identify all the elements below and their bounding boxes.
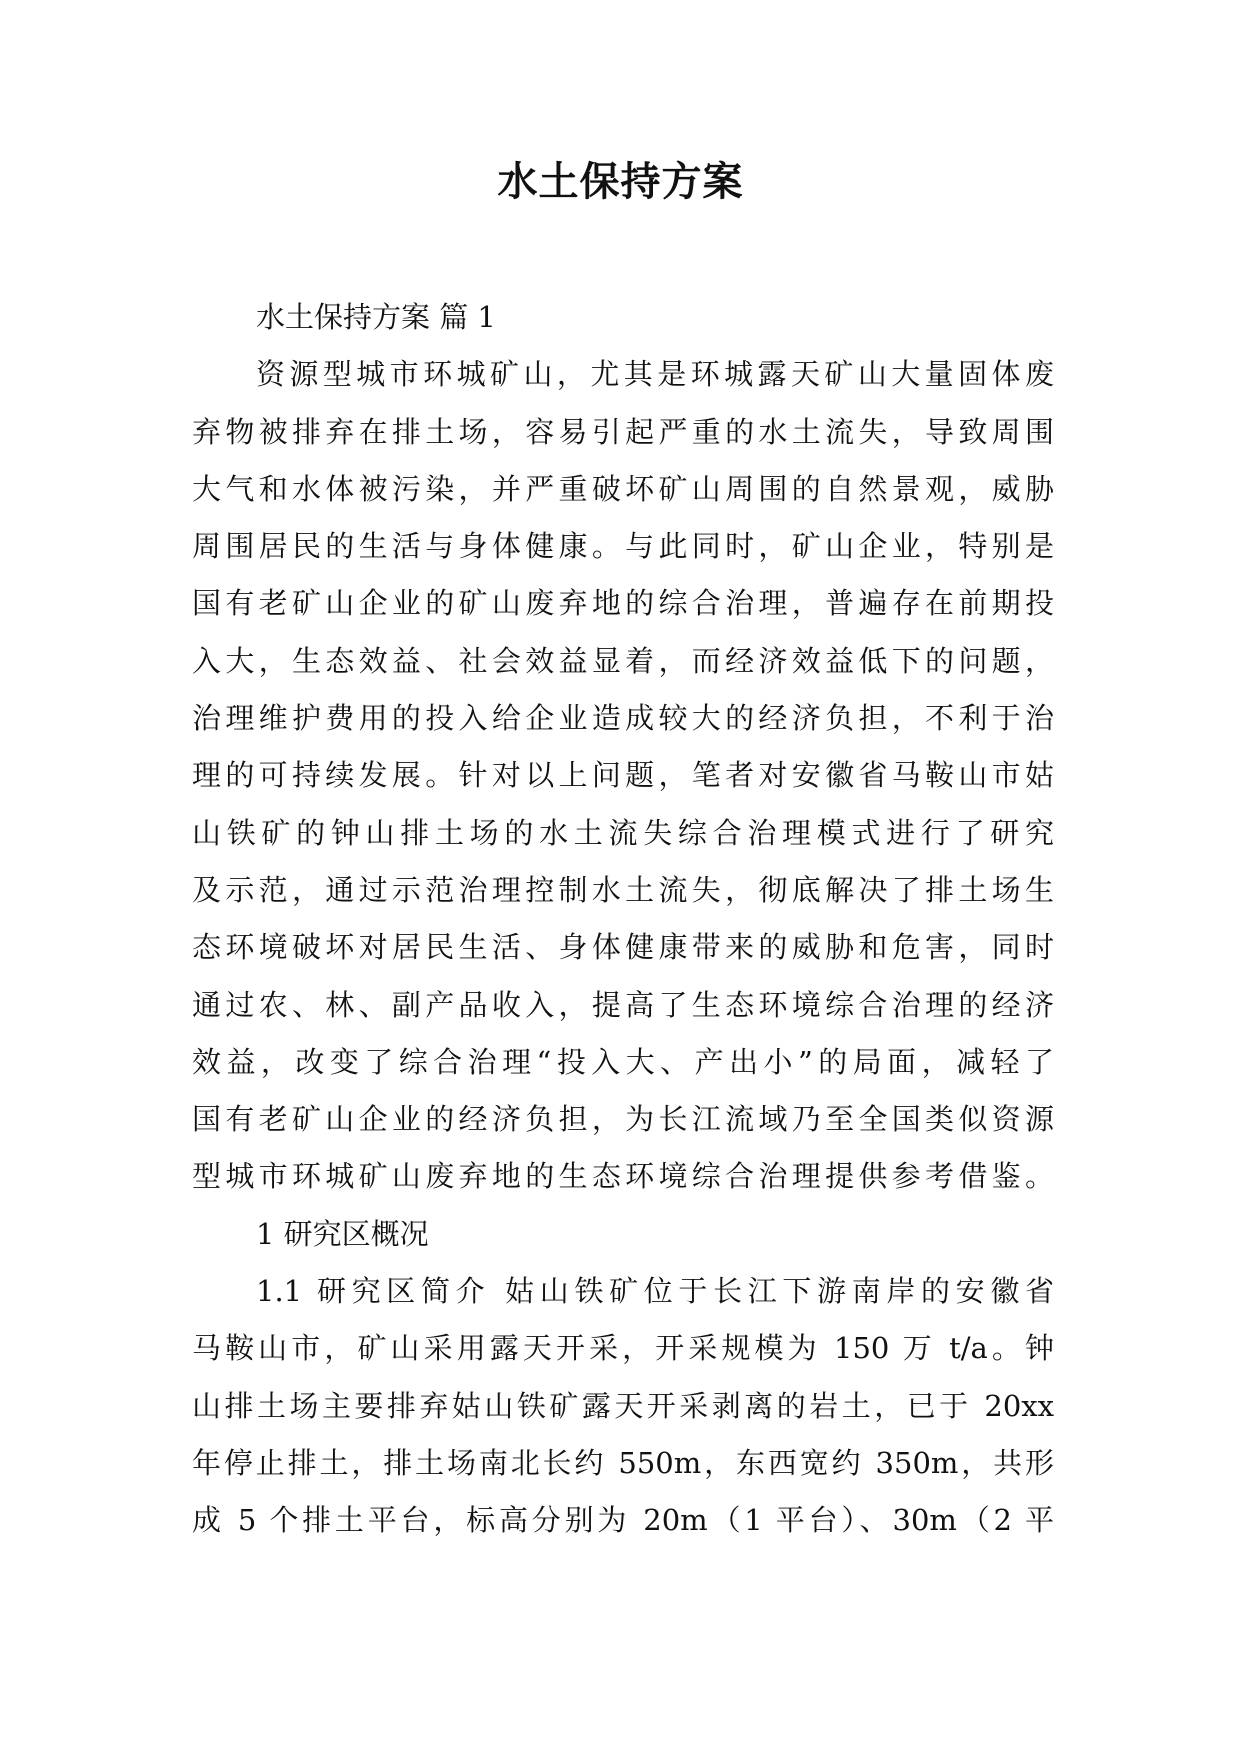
section-heading: 水土保持方案 篇 1 [256, 300, 496, 334]
paragraph-line: 山排土场主要排弃姑山铁矿露天开采剥离的岩土，已于 20xx [192, 1388, 1054, 1423]
document-body [192, 289, 1054, 1550]
paragraph-line: 国有老矿山企业的矿山废弃地的综合治理，普遍存在前期投 [192, 586, 1054, 621]
section-heading: 1 研究区概况 [256, 1216, 429, 1251]
paragraph-line: 治理维护费用的投入给企业造成较大的经济负担，不利于治 [192, 701, 1054, 736]
paragraph-line: 入大，生态效益、社会效益显着，而经济效益低下的问题， [192, 643, 1054, 678]
paragraph-line: 马鞍山市，矿山采用露天开采，开采规模为 150 万 t/a。钟 [192, 1331, 1054, 1366]
paragraph-line: 及示范，通过示范治理控制水土流失，彻底解决了排土场生 [192, 872, 1054, 907]
paragraph-line: 效益，改变了综合治理“投入大、产出小”的局面，减轻了 [192, 1044, 1054, 1079]
paragraph-line: 年停止排土，排土场南北长约 550m，东西宽约 350m，共形 [192, 1445, 1054, 1480]
paragraph-line: 山铁矿的钟山排土场的水土流失综合治理模式进行了研究 [192, 815, 1054, 850]
paragraph-line: 通过农、林、副产品收入，提高了生态环境综合治理的经济 [192, 987, 1054, 1022]
paragraph-line: 理的可持续发展。针对以上问题，笔者对安徽省马鞍山市姑 [192, 758, 1054, 793]
paragraph-line: 1.1 研究区简介 姑山铁矿位于长江下游南岸的安徽省 [256, 1274, 1054, 1309]
paragraph-line: 国有老矿山企业的经济负担，为长江流域乃至全国类似资源 [192, 1102, 1054, 1137]
paragraph-line: 周围居民的生活与身体健康。与此同时，矿山企业，特别是 [192, 529, 1054, 564]
paragraph-line: 弃物被排弃在排土场，容易引起严重的水土流失，导致周围 [192, 414, 1054, 449]
paragraph-line: 型城市环城矿山废弃地的生态环境综合治理提供参考借鉴。 [192, 1159, 1054, 1194]
paragraph-line: 资源型城市环城矿山，尤其是环城露天矿山大量固体废 [256, 357, 1054, 392]
paragraph-line: 态环境破坏对居民生活、身体健康带来的威胁和危害，同时 [192, 930, 1054, 965]
document-title: 水土保持方案 [497, 159, 744, 205]
paragraph-line: 成 5 个排土平台，标高分别为 20m（1 平台）、30m（2 平 [192, 1503, 1054, 1538]
paragraph-line: 大气和水体被污染，并严重破坏矿山周围的自然景观，威胁 [192, 471, 1054, 506]
